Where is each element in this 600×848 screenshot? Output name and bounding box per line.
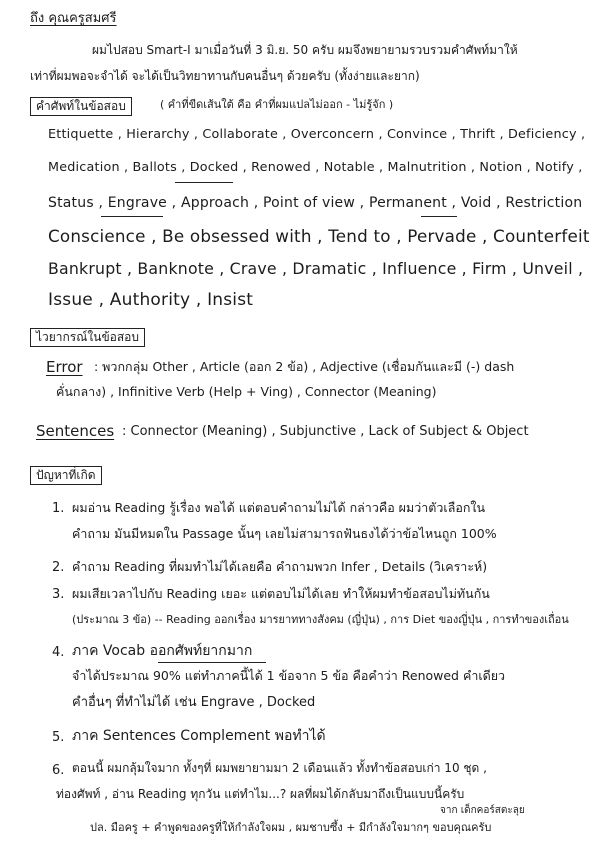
problem-6-line-2: ท่องศัพท์ , อ่าน Reading ทุกวัน แต่ทำไม...? ผลที่ผมได้กลับมาถึงเป็นแบบนี้ครับ [56, 787, 465, 801]
signature: จาก เด็กคอร์สตะลุย [440, 805, 525, 816]
vocab-line-4: Conscience , Be obsessed with , Tend to , Pervade , Counterfeit [48, 226, 590, 246]
vocab-line-5: Bankrupt , Banknote , Crave , Dramatic , Influence , Firm , Unveil , [48, 259, 584, 278]
underline-engrave [101, 216, 163, 217]
vocab-line-6: Issue , Authority , Insist [48, 290, 254, 310]
sentences-label: Sentences [36, 422, 115, 440]
problem-1-line-2: คำถาม มันมีหมดใน Passage นั้นๆ เลยไม่สามารถฟันธงได้ว่าข้อไหนถูก 100% [72, 526, 497, 541]
error-line-1: : พวกกลุ่ม Other , Article (ออก 2 ข้อ) , Adjective (เชื่อมกันและมี (-) dash [94, 359, 515, 374]
problem-2-number: 2. [52, 560, 65, 575]
problem-4-line-3: คำอื่นๆ ที่ทำไม่ได้ เช่น Engrave , Docked [72, 695, 316, 710]
greeting: ถึง คุณครูสมศรี [30, 11, 117, 26]
problem-6-line-1: ตอนนี้ ผมกลุ้มใจมาก ทั้งๆที่ ผมพยายามมา 2 เดือนแล้ว ทั้งทำข้อสอบเก่า 10 ชุด , [72, 761, 487, 775]
problem-4-line-1: ภาค Vocab ออกศัพท์ยากมาก [72, 643, 253, 659]
problem-5-line-1: ภาค Sentences Complement พอทำได้ [72, 728, 326, 744]
problem-1-line-1: ผมอ่าน Reading รู้เรื่อง พอได้ แต่ตอบคำถามไม่ได้ กล่าวคือ ผมว่าตัวเลือกใน [72, 500, 486, 515]
vocab-section-note: ( คำที่ขีดเส้นใต้ คือ คำที่ผมแปลไม่ออก - ไม่รู้จัก ) [160, 98, 394, 111]
underline-docked [175, 182, 233, 183]
problem-4-line-2: จำได้ประมาณ 90% แต่ทำภาคนี้ได้ 1 ข้อจาก 5 ข้อ คือคำว่า Renowed คำเดียว [72, 668, 506, 683]
problem-6-line-3: ปล. มือครู + คำพูดของครูที่ให้กำลังใจผม , ผมชาบซึ้ง + มีกำลังใจมากๆ ขอบคุณครับ [90, 821, 492, 834]
error-label: Error [46, 358, 83, 376]
problem-3-line-1: ผมเสียเวลาไปกับ Reading เยอะ แต่ตอบไม่ได้เลย ทำให้ผมทำข้อสอบไม่ทันกัน [72, 586, 490, 601]
problem-6-number: 6. [52, 763, 65, 778]
problem-1-number: 1. [52, 501, 65, 516]
error-line-2: คั่นกลาง) , Infinitive Verb (Help + Ving) , Connector (Meaning) [56, 384, 437, 399]
underline-vocab-hard [158, 662, 266, 663]
vocab-section-title: คำศัพท์ในข้อสอบ [30, 97, 132, 116]
problem-3-number: 3. [52, 587, 65, 602]
sentences-line: : Connector (Meaning) , Subjunctive , Lack of Subject & Object [122, 424, 529, 439]
problem-2-line-1: คำถาม Reading ที่ผมทำไม่ได้เลยคือ คำถามพวก Infer , Details (วิเคราะห์) [72, 559, 488, 574]
vocab-line-3: Status , Engrave , Approach , Point of view , Permanent , Void , Restriction [48, 195, 583, 211]
problem-5-number: 5. [52, 730, 65, 745]
underline-void [421, 216, 457, 217]
grammar-section-title: ไวยากรณ์ในข้อสอบ [30, 328, 145, 347]
problem-3-line-2: (ประมาณ 3 ข้อ) -- Reading ออกเรื่อง มารยาททางสังคม (ญี่ปุ่น) , การ Diet ของญี่ปุ่น , การทำของเถื่อน [72, 613, 569, 626]
vocab-line-2: Medication , Ballots , Docked , Renowed , Notable , Malnutrition , Notion , Notify , [48, 160, 583, 175]
intro-line-2: เท่าที่ผมพอจะจำได้ จะได้เป็นวิทยาทานกับคนอื่นๆ ด้วยครับ (ทั้งง่ายและยาก) [30, 69, 420, 83]
problems-section-title: ปัญหาที่เกิด [30, 466, 102, 485]
intro-line-1: ผมไปสอบ Smart-I มาเมื่อวันที่ 3 มิ.ย. 50 ครับ ผมจึงพยายามรวบรวมคำศัพท์มาให้ [92, 43, 518, 57]
vocab-line-1: Ettiquette , Hierarchy , Collaborate , Overconcern , Convince , Thrift , Deficiency , [48, 127, 586, 142]
problem-4-number: 4. [52, 645, 65, 660]
